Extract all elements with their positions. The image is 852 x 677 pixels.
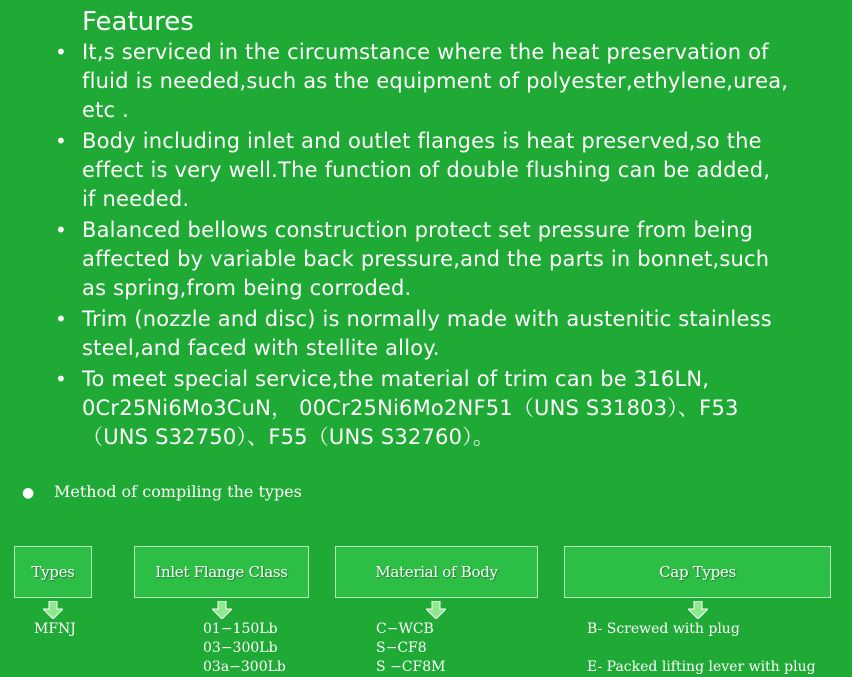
method-heading [22,482,302,501]
feature-item [0,305,852,363]
cap-types-header: Cap Types [659,563,736,581]
bullet-icon: • [55,40,67,64]
bullet-icon: • [55,367,67,391]
inlet-flange-value: 03a−300Lb [203,659,286,675]
feature-text: Trim (nozzle and disc) is normally made with austenitic stainless steel,and faced with stellite alloy. [82,307,772,360]
feature-item [0,216,852,303]
inlet-flange-header: Inlet Flange Class [155,563,288,581]
material-values [376,620,445,677]
types-value: MFNJ [34,621,76,637]
cap-types-values [587,620,816,677]
types-header: Types [31,563,75,581]
inlet-flange-value: 03−300Lb [203,640,278,656]
inlet-flange-value: 01−150Lb [203,621,278,637]
features-list [0,38,852,454]
types-values [34,620,76,639]
bullet-icon: • [55,307,67,331]
bullet-icon: • [55,218,67,242]
inlet-flange-header-box [134,546,309,598]
bullet-icon: ● [22,485,35,501]
inlet-flange-values [203,620,286,677]
feature-text: To meet special service,the material of trim can be 316LN, 0Cr25Ni6Mo3CuN， 00Cr25Ni6Mo2NF51（UNS S31803）、F53（UNS S32750）、F55（UNS S32760）。 [82,367,739,449]
cap-types-header-box [564,546,831,598]
feature-item [0,38,852,125]
feature-text: Balanced bellows construction protect set pressure from being affected by variable back pressure,and the parts in bonnet,such as spring,from being corroded. [82,218,770,300]
feature-text: It,s serviced in the circumstance where the heat preservation of fluid is needed,such as the equipment of polyester,ethylene,urea, etc . [82,40,789,122]
material-value: C−WCB [376,621,434,637]
feature-item [0,365,852,452]
feature-item [0,127,852,214]
method-label: Method of compiling the types [54,482,302,501]
down-arrow-icon [426,601,446,619]
material-header-box [335,546,538,598]
material-header: Material of Body [375,563,498,581]
down-arrow-icon [43,601,63,619]
cap-types-value: B- Screwed with plug [587,621,740,637]
bullet-icon: • [55,129,67,153]
cap-types-value: E- Packed lifting lever with plug [587,659,816,675]
material-value: S −CF8M [376,659,446,675]
feature-text: Body including inlet and outlet flanges is heat preserved,so the effect is very well.The function of double flushing can be added, if needed. [82,129,771,211]
cap-types-value [587,639,816,658]
types-header-box [14,546,92,598]
down-arrow-icon [688,601,708,619]
features-title: Features [82,7,194,37]
down-arrow-icon [212,601,232,619]
material-value: S−CF8 [376,640,427,656]
